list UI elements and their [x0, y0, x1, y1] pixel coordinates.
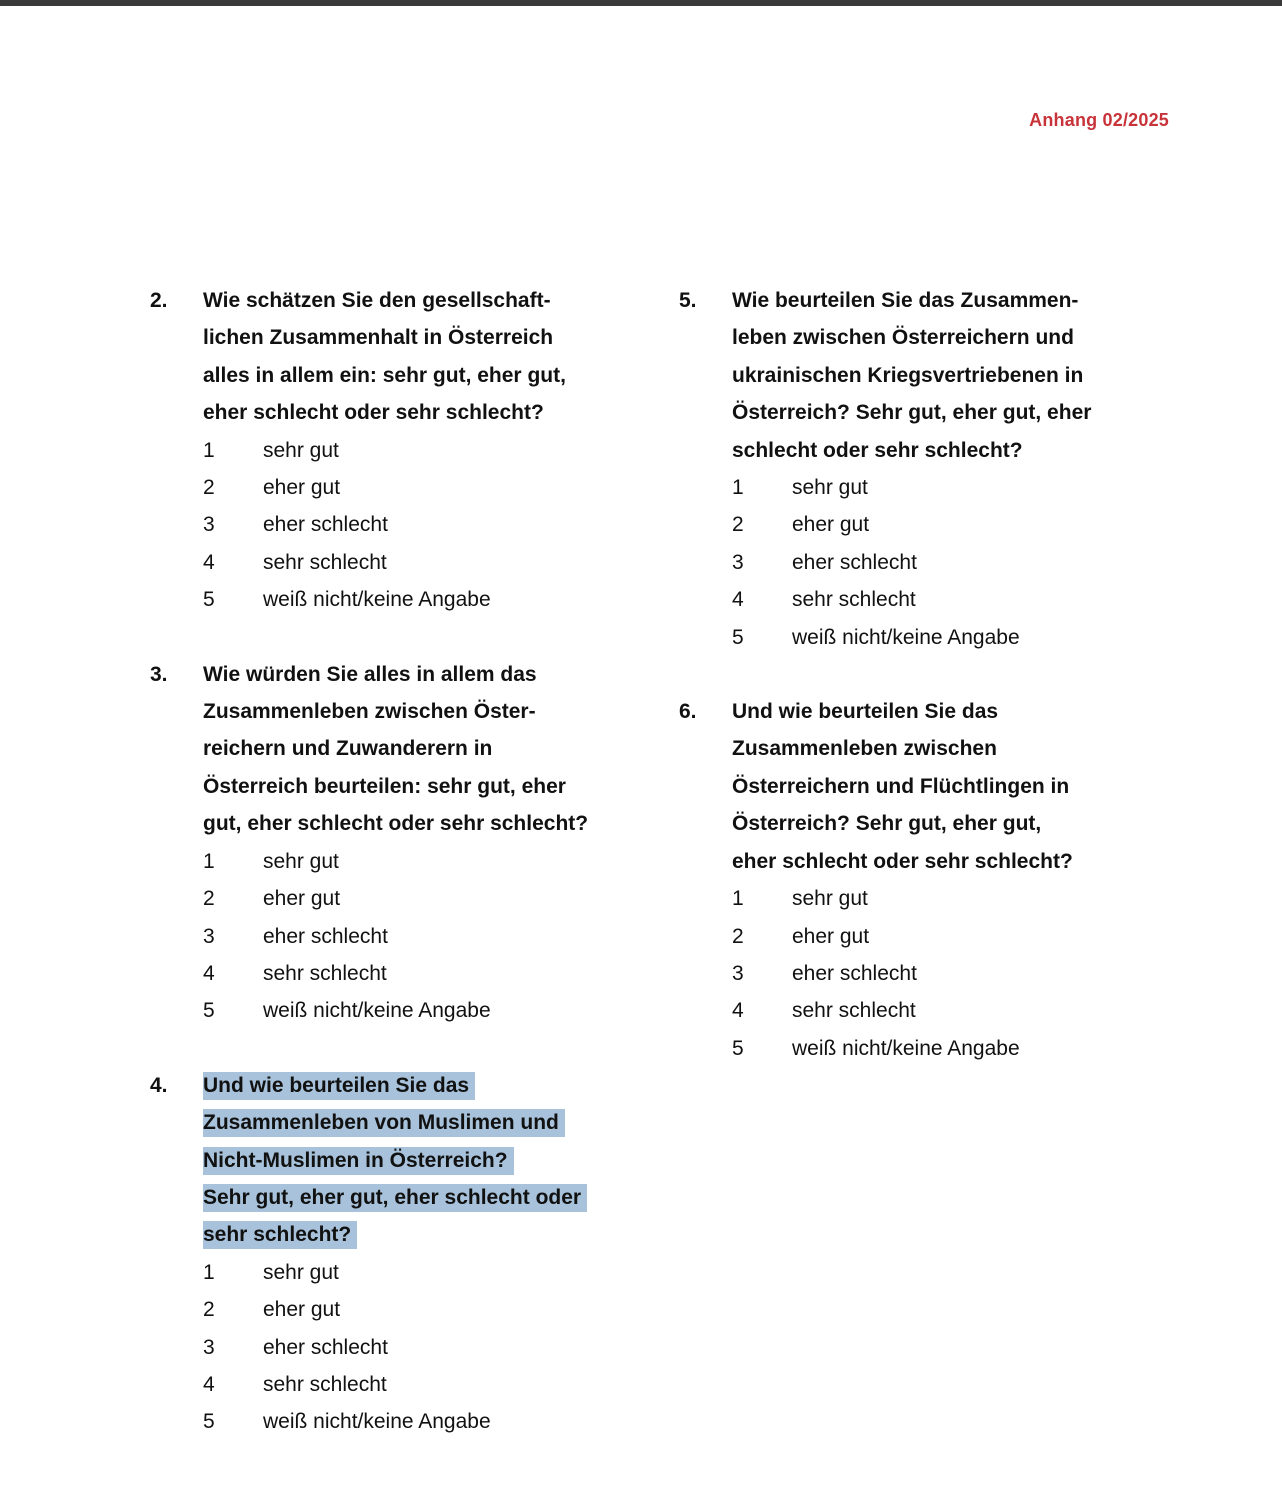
line-text: Zusammenleben zwischen	[732, 737, 997, 761]
answer-option	[203, 955, 650, 992]
question-line	[203, 357, 566, 394]
line-text: Österreich? Sehr gut, eher gut,	[732, 812, 1042, 836]
answer-label: sehr schlecht	[263, 961, 387, 985]
answer-code: 5	[203, 1410, 215, 1434]
answer-code: 4	[732, 999, 744, 1023]
answer-option	[732, 619, 1159, 656]
answer-option	[732, 581, 1159, 618]
answer-option	[732, 880, 1159, 917]
answer-code: 1	[203, 849, 215, 873]
answer-code: 4	[203, 961, 215, 985]
answer-code: 4	[203, 1372, 215, 1396]
line-text: reichern und Zuwanderern in	[203, 737, 493, 761]
line-text: Wie schätzen Sie den gesellschaft-	[203, 289, 551, 312]
line-text: Österreichern und Flüchtlingen in	[732, 774, 1070, 798]
question-text-selected[interactable]	[203, 1067, 587, 1254]
question-block	[150, 282, 650, 619]
answer-code: 3	[732, 961, 744, 985]
answer-code: 2	[732, 924, 744, 948]
answer-code: 4	[203, 550, 215, 574]
answer-option	[203, 432, 650, 469]
question-number: 3.	[150, 662, 168, 686]
selected-text: Sehr gut, eher gut, eher schlecht oder	[203, 1184, 587, 1212]
question-line	[203, 805, 588, 842]
answer-option	[203, 1254, 650, 1291]
answer-option	[732, 918, 1159, 955]
line-text: eher schlecht oder sehr schlecht?	[203, 401, 544, 425]
answer-option	[203, 1403, 650, 1440]
answer-label: weiß nicht/keine Angabe	[263, 1410, 491, 1434]
answer-options	[732, 880, 1159, 1067]
line-text: Wie beurteilen Sie das Zusammen-	[732, 289, 1079, 312]
question-text[interactable]	[203, 282, 566, 432]
answer-label: eher schlecht	[263, 513, 388, 537]
question-line	[203, 1067, 587, 1104]
question-text[interactable]	[732, 282, 1091, 469]
question-line	[203, 768, 588, 805]
answer-code: 5	[203, 588, 215, 612]
line-text: Wie würden Sie alles in allem das	[203, 662, 537, 686]
line-text: Zusammenleben zwischen Öster-	[203, 700, 536, 724]
answer-label: sehr gut	[792, 887, 868, 911]
question-block	[679, 693, 1159, 1067]
selected-text: Zusammenleben von Muslimen und	[203, 1109, 565, 1137]
answer-option	[732, 469, 1159, 506]
line-text: Österreich? Sehr gut, eher gut, eher	[732, 401, 1092, 425]
answer-option	[203, 1329, 650, 1366]
question-block	[150, 1067, 650, 1441]
question-line	[203, 394, 566, 431]
question-line	[732, 357, 1091, 394]
question-block	[679, 282, 1159, 656]
answer-option	[732, 1030, 1159, 1067]
question-header	[150, 1067, 650, 1254]
question-line	[732, 843, 1073, 880]
line-text: Österreich beurteilen: sehr gut, eher	[203, 774, 566, 798]
question-line	[203, 319, 566, 356]
question-line	[732, 319, 1091, 356]
line-text: eher schlecht oder sehr schlecht?	[732, 849, 1073, 873]
answer-label: sehr gut	[263, 849, 339, 873]
line-text: ukrainischen Kriegsvertriebenen in	[732, 363, 1084, 387]
answer-label: eher gut	[263, 476, 341, 500]
question-line	[203, 656, 588, 693]
answer-label: sehr gut	[263, 438, 339, 462]
answer-option	[203, 992, 650, 1029]
question-line	[732, 282, 1091, 319]
question-line	[203, 693, 588, 730]
answer-option	[732, 506, 1159, 543]
question-line	[203, 1142, 587, 1179]
answer-option	[203, 918, 650, 955]
line-text: lichen Zusammenhalt in Österreich	[203, 326, 554, 350]
answer-label: eher gut	[792, 924, 870, 948]
answer-option	[203, 544, 650, 581]
line-text: schlecht oder sehr schlecht?	[732, 438, 1023, 462]
selected-text: sehr schlecht?	[203, 1221, 357, 1249]
answer-option	[203, 506, 650, 543]
answer-code: 2	[203, 476, 215, 500]
answer-option	[732, 544, 1159, 581]
answer-option	[203, 843, 650, 880]
answer-option	[203, 1366, 650, 1403]
answer-options	[203, 843, 650, 1030]
answer-code: 5	[732, 1036, 744, 1060]
question-line	[203, 1179, 587, 1216]
question-text[interactable]	[732, 693, 1073, 880]
answer-label: sehr gut	[263, 1260, 339, 1284]
question-line	[732, 768, 1073, 805]
left-column	[150, 282, 650, 1478]
answer-code: 5	[203, 999, 215, 1023]
answer-options	[732, 469, 1159, 656]
line-text: leben zwischen Österreichern und	[732, 326, 1074, 350]
question-number: 2.	[150, 289, 168, 312]
answer-options	[203, 432, 650, 619]
question-line	[203, 1216, 587, 1253]
answer-label: eher schlecht	[263, 924, 388, 948]
question-header	[679, 693, 1159, 880]
answer-label: sehr schlecht	[792, 588, 916, 612]
answer-code: 1	[203, 438, 215, 462]
answer-option	[203, 469, 650, 506]
question-block	[150, 656, 650, 1030]
answer-code: 3	[732, 550, 744, 574]
answer-label: sehr schlecht	[792, 999, 916, 1023]
answer-label: weiß nicht/keine Angabe	[792, 1036, 1020, 1060]
question-line	[732, 432, 1091, 469]
answer-label: sehr gut	[792, 476, 868, 500]
window-top-bar	[0, 0, 1282, 6]
answer-label: sehr schlecht	[263, 550, 387, 574]
answer-option	[732, 955, 1159, 992]
line-text: Und wie beurteilen Sie das	[732, 700, 999, 724]
answer-code: 5	[732, 625, 744, 649]
question-number: 6.	[679, 700, 697, 724]
answer-label: eher gut	[263, 1298, 341, 1322]
question-line	[203, 1104, 587, 1141]
answer-label: weiß nicht/keine Angabe	[792, 625, 1020, 649]
answer-label: eher schlecht	[792, 550, 917, 574]
answer-option	[732, 992, 1159, 1029]
question-line	[732, 394, 1091, 431]
question-number: 4.	[150, 1073, 168, 1097]
answer-option	[203, 581, 650, 618]
question-number: 5.	[679, 289, 697, 312]
right-column	[679, 282, 1159, 1104]
answer-label: eher gut	[263, 887, 341, 911]
answer-code: 1	[732, 476, 744, 500]
answer-option	[203, 1291, 650, 1328]
answer-label: weiß nicht/keine Angabe	[263, 588, 491, 612]
answer-option	[203, 880, 650, 917]
answer-code: 3	[203, 924, 215, 948]
question-line	[203, 282, 566, 319]
selected-text: Und wie beurteilen Sie das	[203, 1072, 475, 1100]
answer-label: eher schlecht	[792, 961, 917, 985]
answer-label: eher gut	[792, 513, 870, 537]
answer-label: eher schlecht	[263, 1335, 388, 1359]
line-text: gut, eher schlecht oder sehr schlecht?	[203, 812, 589, 836]
question-header	[150, 656, 650, 843]
answer-code: 2	[732, 513, 744, 537]
question-header	[679, 282, 1159, 469]
answer-code: 1	[203, 1260, 215, 1284]
line-text: alles in allem ein: sehr gut, eher gut,	[203, 363, 566, 387]
answer-code: 2	[203, 1298, 215, 1322]
question-header	[150, 282, 650, 432]
page-header-label: Anhang 02/2025	[1029, 110, 1169, 130]
answer-label: sehr schlecht	[263, 1372, 387, 1396]
answer-code: 3	[203, 513, 215, 537]
question-line	[732, 805, 1073, 842]
answer-code: 4	[732, 588, 744, 612]
question-text[interactable]	[203, 656, 588, 843]
answer-code: 2	[203, 887, 215, 911]
question-line	[732, 730, 1073, 767]
question-line	[203, 730, 588, 767]
question-line	[732, 693, 1073, 730]
selected-text: Nicht-Muslimen in Österreich?	[203, 1147, 514, 1175]
answer-options	[203, 1254, 650, 1441]
answer-code: 3	[203, 1335, 215, 1359]
answer-label: weiß nicht/keine Angabe	[263, 999, 491, 1023]
answer-code: 1	[732, 887, 744, 911]
